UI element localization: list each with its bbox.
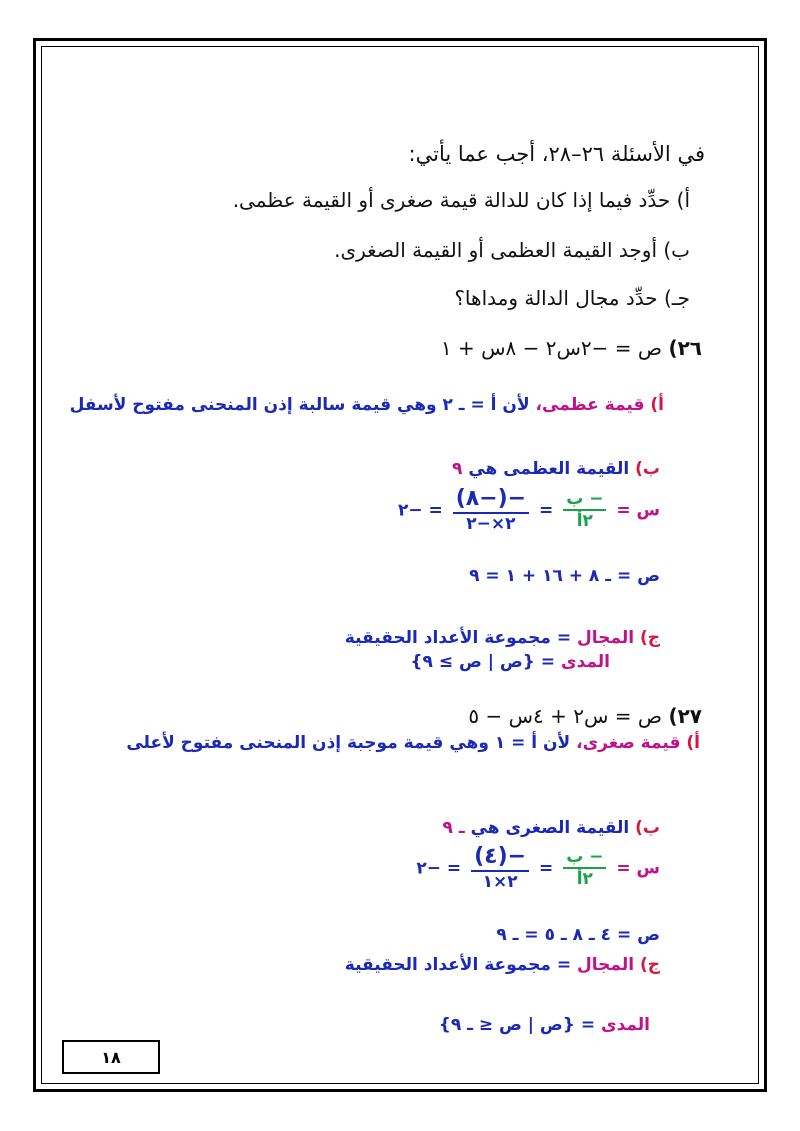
q26-c-text: = مجموعة الأعداد الحقيقية (344, 628, 572, 648)
q26-range-text: = {ص | ص ≥ ٩} (410, 652, 556, 672)
q27-y-line (496, 925, 660, 945)
q27-c-text: = مجموعة الأعداد الحقيقية (344, 955, 572, 975)
q26-b-prefix: ب) (635, 459, 660, 479)
page-number: ١٨ (62, 1040, 160, 1074)
q27-x-result: = −٢ (416, 858, 462, 879)
q26-a-label: قيمة عظمى، (535, 395, 645, 415)
intro-text: في الأسئلة ٢٦–٢٨، أجب عما يأتي: (408, 142, 705, 166)
q26-y-line (469, 566, 660, 586)
q26-y-value: ص = ـ ٨ + ١٦ + ١ = ٩ (469, 566, 660, 586)
q27-equation: ص = س٢ + ٤س − ٥ (468, 704, 663, 728)
q26-x-result: = −٢ (397, 500, 443, 521)
q27-range-text: = {ص | ص ≤ ـ ٩} (438, 1015, 596, 1035)
q26-x-lhs: س = (616, 500, 660, 521)
q27-y-value: ص = ٤ ـ ٨ ـ ٥ = ـ ٩ (496, 925, 660, 945)
q27-part-a (126, 733, 700, 753)
q27-a-prefix: أ) (686, 733, 700, 753)
q27-fraction-1: $\frac{\text{− ب}}{\text{٢أ}}$ (563, 848, 606, 889)
q27-b-prefix: ب) (635, 818, 660, 838)
q27-b-value: ـ ٩ (442, 818, 465, 838)
q26-c-label: المجال (577, 628, 635, 648)
q26-range-label: المدى (560, 652, 610, 672)
q27-part-b (443, 818, 660, 838)
q27-range (439, 1015, 650, 1035)
q26-number: ٢٦) (668, 336, 702, 360)
q26-b-text: القيمة العظمى هي (468, 459, 630, 479)
q26-c-prefix: ج) (639, 628, 660, 648)
q26-part-b (452, 459, 660, 479)
q26-equation: ص = −٢س٢ − ٨س + ١ (440, 336, 663, 360)
q27-number: ٢٧) (668, 704, 702, 728)
q27-a-label: قيمة صغرى، (576, 733, 681, 753)
q26-b-value: ٩ (452, 459, 463, 479)
q27-x-formula: س = $\frac{\text{− ب}}{\text{٢أ}}$ = $\frac{-(٤)}{٢\times ١}$ = −٢ (416, 844, 660, 893)
q27-a-text: لأن أ = ١ وهي قيمة موجبة إذن المنحنى مفتوح لأعلى (126, 733, 571, 753)
instruction-a: أ) حدِّد فيما إذا كان للدالة قيمة صغرى أو القيمة عظمى. (232, 188, 690, 212)
q27-b-text: القيمة الصغرى هي (470, 818, 630, 838)
q26-fraction-2: $\frac{-(-٨)}{٢\times-٢}$ (453, 487, 529, 534)
q27-range-label: المدى (600, 1015, 650, 1035)
q27-x-lhs: س = (616, 858, 660, 879)
q27-c-label: المجال (577, 955, 635, 975)
q27-part-c (345, 955, 660, 975)
q27-c-prefix: ج) (639, 955, 660, 975)
q26-equation-line (441, 336, 702, 360)
q26-a-prefix: أ) (650, 395, 664, 415)
q26-part-a (70, 395, 664, 415)
instruction-c: جـ) حدِّد مجال الدالة ومداها؟ (454, 286, 690, 310)
q27-equation-line (468, 704, 702, 728)
q26-fraction-1: $\frac{\text{− ب}}{\text{٢أ}}$ (563, 490, 606, 531)
q26-a-text: لأن أ = ـ ٢ وهي قيمة سالبة إذن المنحنى مفتوح لأسفل (69, 395, 530, 415)
q26-range (410, 652, 610, 672)
q26-part-c (345, 628, 660, 648)
instruction-b: ب) أوجد القيمة العظمى أو القيمة الصغرى. (334, 238, 690, 262)
q27-fraction-2: $\frac{-(٤)}{٢\times ١}$ (471, 845, 529, 892)
q26-x-formula: س = $\frac{\text{− ب}}{\text{٢أ}}$ = $\frac{-(-٨)}{٢\times-٢}$ = −٢ (397, 486, 660, 535)
